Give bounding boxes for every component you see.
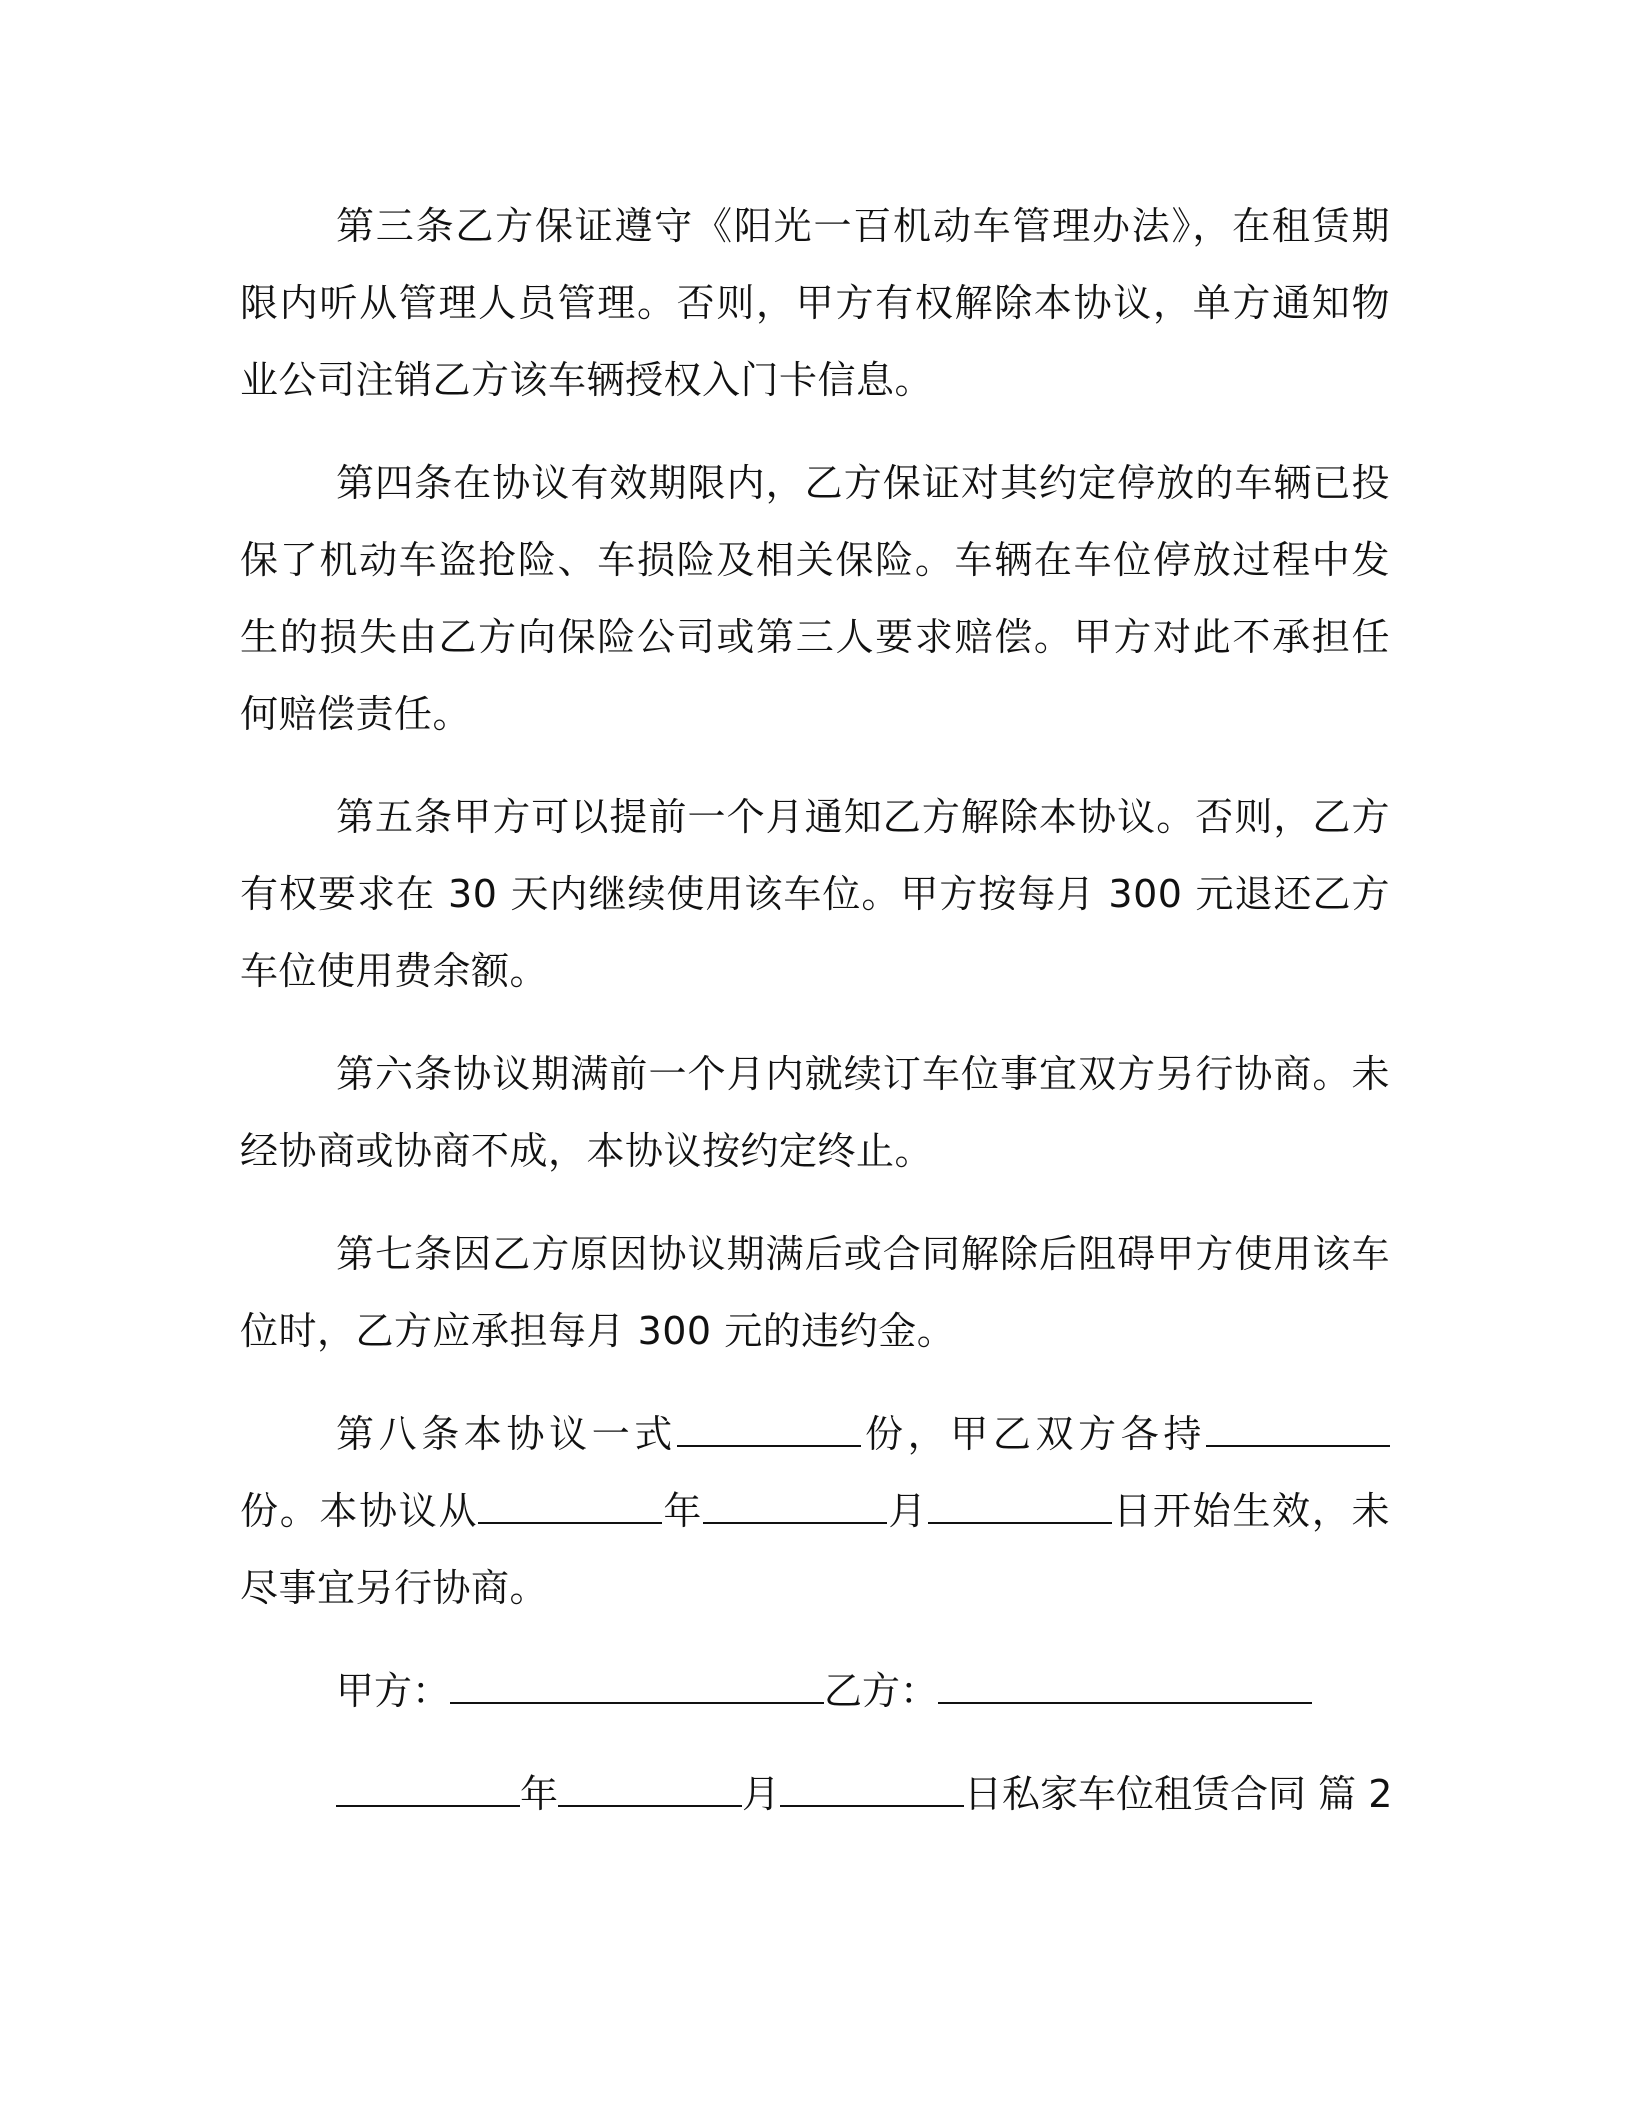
signature-line (240, 1653, 1390, 1730)
effective-year-blank (478, 1492, 662, 1524)
clause-6: 第六条协议期满前一个月内就续订车位事宜双方另行协商。未经协商或协商不成，本协议按约定终止。 (240, 1052, 1390, 1173)
date-day-and-title: 日私家车位租赁合同 篇 2 (964, 1772, 1393, 1816)
copies-each-blank (1206, 1415, 1390, 1447)
clause-3: 第三条乙方保证遵守《阳光一百机动车管理办法》，在租赁期限内听从管理人员管理。否则，甲方有权解除本协议，单方通知物业公司注销乙方该车辆授权入门卡信息。 (240, 204, 1390, 402)
sign-month-blank (558, 1775, 742, 1807)
clause-8-year: 年 (662, 1489, 704, 1533)
copies-total-blank (677, 1415, 861, 1447)
date-year-label: 年 (520, 1772, 559, 1816)
effective-month-blank (703, 1492, 887, 1524)
clause-8-month: 月 (887, 1489, 929, 1533)
clause-8 (240, 1396, 1390, 1627)
clause-8-part-3: 份。本协议从 (240, 1489, 479, 1533)
clause-5: 第五条甲方可以提前一个月通知乙方解除本协议。否则，乙方有权要求在 30 天内继续使用该车位。甲方按每月 300 元退还乙方车位使用费余额。 (240, 795, 1390, 993)
effective-day-blank (928, 1492, 1112, 1524)
date-month-label: 月 (742, 1772, 781, 1816)
party-a-signature-blank (450, 1672, 824, 1704)
party-b-label: 乙方： (824, 1669, 939, 1713)
sign-day-blank (780, 1775, 964, 1807)
date-line (240, 1756, 1393, 1833)
document-body (240, 188, 1393, 1859)
sign-year-blank (336, 1775, 520, 1807)
clause-8-part-2: 份，甲乙双方各持 (860, 1412, 1206, 1456)
clause-4: 第四条在协议有效期限内，乙方保证对其约定停放的车辆已投保了机动车盗抢险、车损险及相关保险。车辆在车位停放过程中发生的损失由乙方向保险公司或第三人要求赔偿。甲方对此不承担任何赔偿责任。 (240, 461, 1390, 736)
clause-7: 第七条因乙方原因协议期满后或合同解除后阻碍甲方使用该车位时，乙方应承担每月 300 元的违约金。 (240, 1232, 1390, 1353)
party-a-label: 甲方： (336, 1669, 451, 1713)
party-b-signature-blank (938, 1672, 1312, 1704)
clause-8-part-1: 第八条本协议一式 (336, 1412, 677, 1456)
clause-8-part-6: 日开始生效，未尽事宜另行协商。 (240, 1489, 1390, 1610)
